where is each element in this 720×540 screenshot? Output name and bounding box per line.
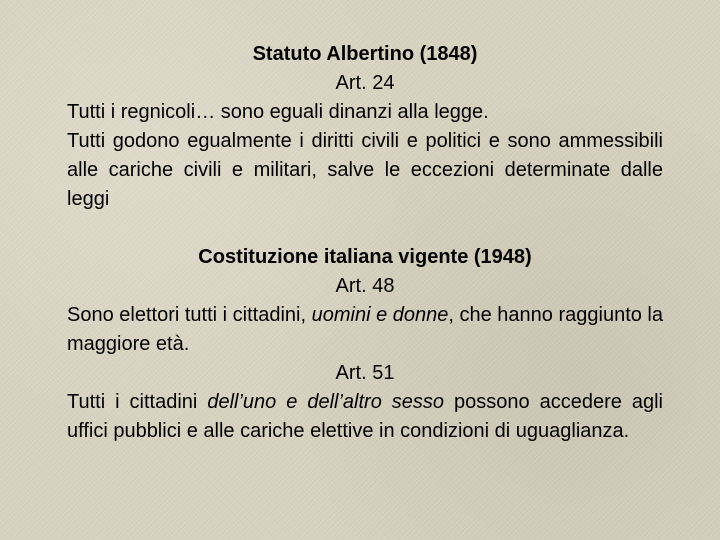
art51-emphasis: dell’uno e dell’altro sesso	[207, 391, 445, 413]
statuto-line: Tutti i regnicoli… sono eguali dinanzi alla legge.	[67, 101, 489, 123]
art51-label: Art. 51	[335, 362, 395, 384]
statuto-article-label: Art. 24	[335, 72, 395, 94]
statuto-title: Statuto Albertino (1848)	[252, 43, 478, 65]
art48-label: Art. 48	[335, 275, 395, 297]
art51-text-before: Tutti i cittadini	[67, 391, 208, 413]
art48-emphasis: uomini e donne	[311, 304, 449, 326]
art48-text-before: Sono elettori tutti i cittadini,	[67, 304, 312, 326]
costituzione-title: Costituzione italiana vigente (1948)	[198, 246, 532, 268]
statuto-paragraph: Tutti godono egualmente i diritti civili e politici e sono ammessibili alle cariche civili e militari, salve le eccezioni determinate dalle leggi	[67, 130, 663, 210]
section-spacer	[67, 214, 663, 243]
slide-content	[67, 40, 663, 446]
art51-text	[67, 388, 663, 446]
art51-text-after: possono accedere agli uffici pubblici e alle cariche elettive in condizioni di uguaglianza.	[67, 391, 663, 442]
art48-text	[67, 301, 663, 359]
art48-text-after: , che hanno raggiunto la maggiore età.	[67, 304, 663, 355]
